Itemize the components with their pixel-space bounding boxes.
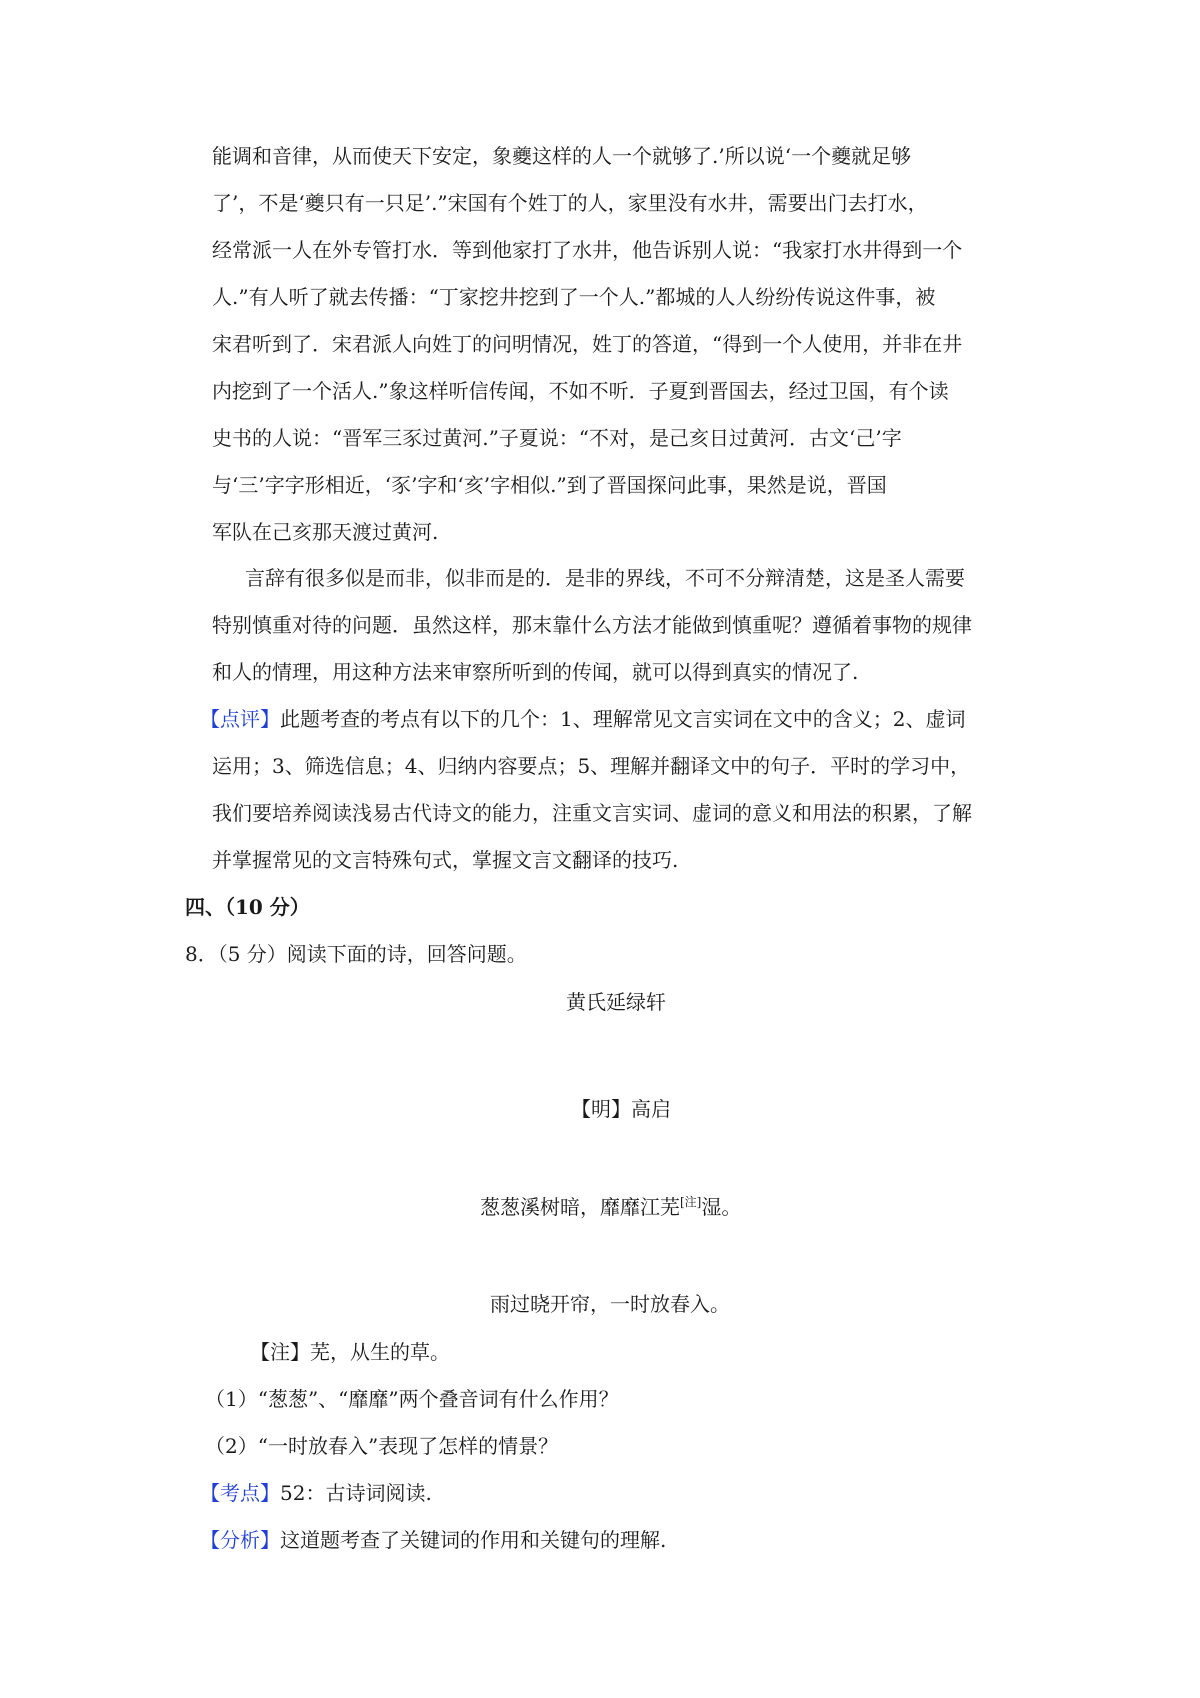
kaodian-text: 52：古诗词阅读. — [280, 1481, 432, 1505]
kaodian-tag: 【考点】 — [200, 1481, 280, 1505]
fenxi-line — [200, 1526, 666, 1554]
text-line: 人.”有人听了就去传播：“丁家挖井挖到了一个人.”都城的人人纷纷传说这件事，被 — [212, 285, 936, 309]
sub-question-2: （2）“一时放春入”表现了怎样的情景？ — [205, 1434, 559, 1458]
comment-line: 运用；3、筛选信息；4、归纳内容要点；5、理解并翻译文中的句子．平时的学习中， — [212, 754, 971, 778]
note-mark: [注] — [680, 1195, 702, 1209]
section-heading: 四、（10 分） — [185, 895, 310, 919]
text-line: 与‘三’字字形相近，‘豕’字和‘亥’字相似.”到了晋国探问此事，果然是说，晋国 — [212, 473, 887, 497]
text-line: 特别慎重对待的问题．虽然这样，那末靠什么方法才能做到慎重呢？遵循着事物的规律 — [212, 613, 972, 637]
text-line: 言辞有很多似是而非，似非而是的．是非的界线，不可不分辩清楚，这是圣人需要 — [245, 566, 965, 590]
poem-author: 【明】高启 — [571, 1097, 671, 1121]
fenxi-text: 这道题考查了关键词的作用和关键句的理解. — [280, 1528, 667, 1552]
text-line: 宋君听到了．宋君派人向姓丁的问明情况，姓丁的答道，“得到一个人使用，并非在井 — [212, 332, 963, 356]
comment-tag: 【点评】 — [200, 707, 280, 731]
comment-text: 此题考查的考点有以下的几个：1、理解常见文言实词在文中的含义；2、虚词 — [280, 707, 966, 731]
poem-line-2: 雨过晓开帘，一时放春入。 — [490, 1292, 730, 1316]
kaodian-line — [200, 1479, 432, 1507]
comment-line — [200, 705, 965, 733]
poem-line-1 — [480, 1193, 741, 1221]
text-line: 军队在己亥那天渡过黄河. — [212, 520, 439, 544]
comment-line: 并掌握常见的文言特殊句式，掌握文言文翻译的技巧. — [212, 848, 679, 872]
sub-question-1: （1）“葱葱”、“靡靡”两个叠音词有什么作用？ — [205, 1387, 619, 1411]
fenxi-tag: 【分析】 — [200, 1528, 280, 1552]
poem-title: 黄氏延绿轩 — [566, 990, 666, 1014]
text-line: 了’，不是‘夔只有一只足’.”宋国有个姓丁的人，家里没有水井，需要出门去打水， — [212, 191, 928, 215]
text-line: 史书的人说：“晋军三豕过黄河.”子夏说：“不对，是己亥日过黄河．古文‘己’字 — [212, 426, 902, 450]
text-line: 和人的情理，用这种方法来审察所听到的传闻，就可以得到真实的情况了. — [212, 660, 859, 684]
poem-line-1-end: 湿。 — [701, 1195, 742, 1219]
comment-line: 我们要培养阅读浅易古代诗文的能力，注重文言实词、虚词的意义和用法的积累，了解 — [212, 801, 972, 825]
text-line: 能调和音律，从而使天下安定，象夔这样的人一个就够了.’所以说‘一个夔就足够 — [212, 144, 912, 168]
question-stem: 8．（5 分）阅读下面的诗，回答问题。 — [185, 942, 527, 966]
text-line: 经常派一人在外专管打水．等到他家打了水井，他告诉别人说：“我家打水井得到一个 — [212, 238, 963, 262]
poem-note: 【注】芜，从生的草。 — [250, 1340, 450, 1364]
text-line: 内挖到了一个活人.”象这样听信传闻，不如不听．子夏到晋国去，经过卫国，有个读 — [212, 379, 949, 403]
poem-line-1-text: 葱葱溪树暗，靡靡江芜 — [480, 1195, 680, 1219]
